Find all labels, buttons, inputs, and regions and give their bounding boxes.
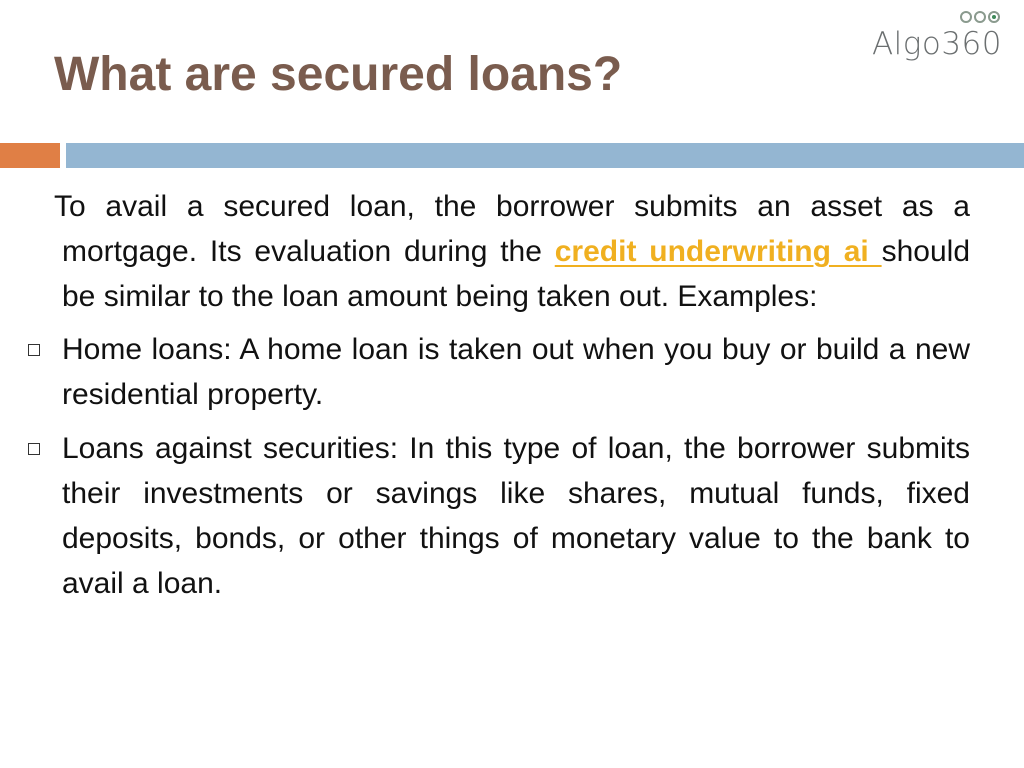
algo360-logo: [862, 8, 1002, 64]
list-item-text: Home loans: A home loan is taken out when you buy or build a new residential property.: [62, 333, 970, 411]
circle-filled-icon: [988, 11, 1000, 23]
intro-text: To avail a secured loan, the borrower submits an asset as a mortgage. Its evaluation during the: [54, 190, 970, 268]
hollow-square-bullet-icon: [28, 344, 40, 356]
slide-title: What are secured loans?: [54, 48, 623, 101]
credit-underwriting-link[interactable]: credit underwriting ai: [554, 235, 882, 268]
slide-body: [54, 184, 971, 615]
circle-icon: [960, 11, 972, 23]
three-circles-icon: [960, 11, 1000, 23]
logo-text: Algo360: [871, 26, 1002, 62]
list-item: [62, 426, 970, 606]
hollow-square-bullet-icon: [28, 443, 40, 455]
examples-list: [62, 327, 970, 606]
circle-icon: [974, 11, 986, 23]
intro-text-continued: should be similar to the loan amount being taken out. Examples:: [62, 235, 971, 313]
accent-bar-orange: [0, 143, 60, 168]
list-item: [62, 327, 970, 417]
list-item-text: Loans against securities: In this type of loan, the borrower submits their investments or savings like shares, mutual funds, fixed deposits, bonds, or other things of monetary value to the bank to avail a loan.: [62, 432, 970, 600]
intro-paragraph: [54, 184, 971, 319]
accent-bar-blue: [66, 143, 1024, 168]
